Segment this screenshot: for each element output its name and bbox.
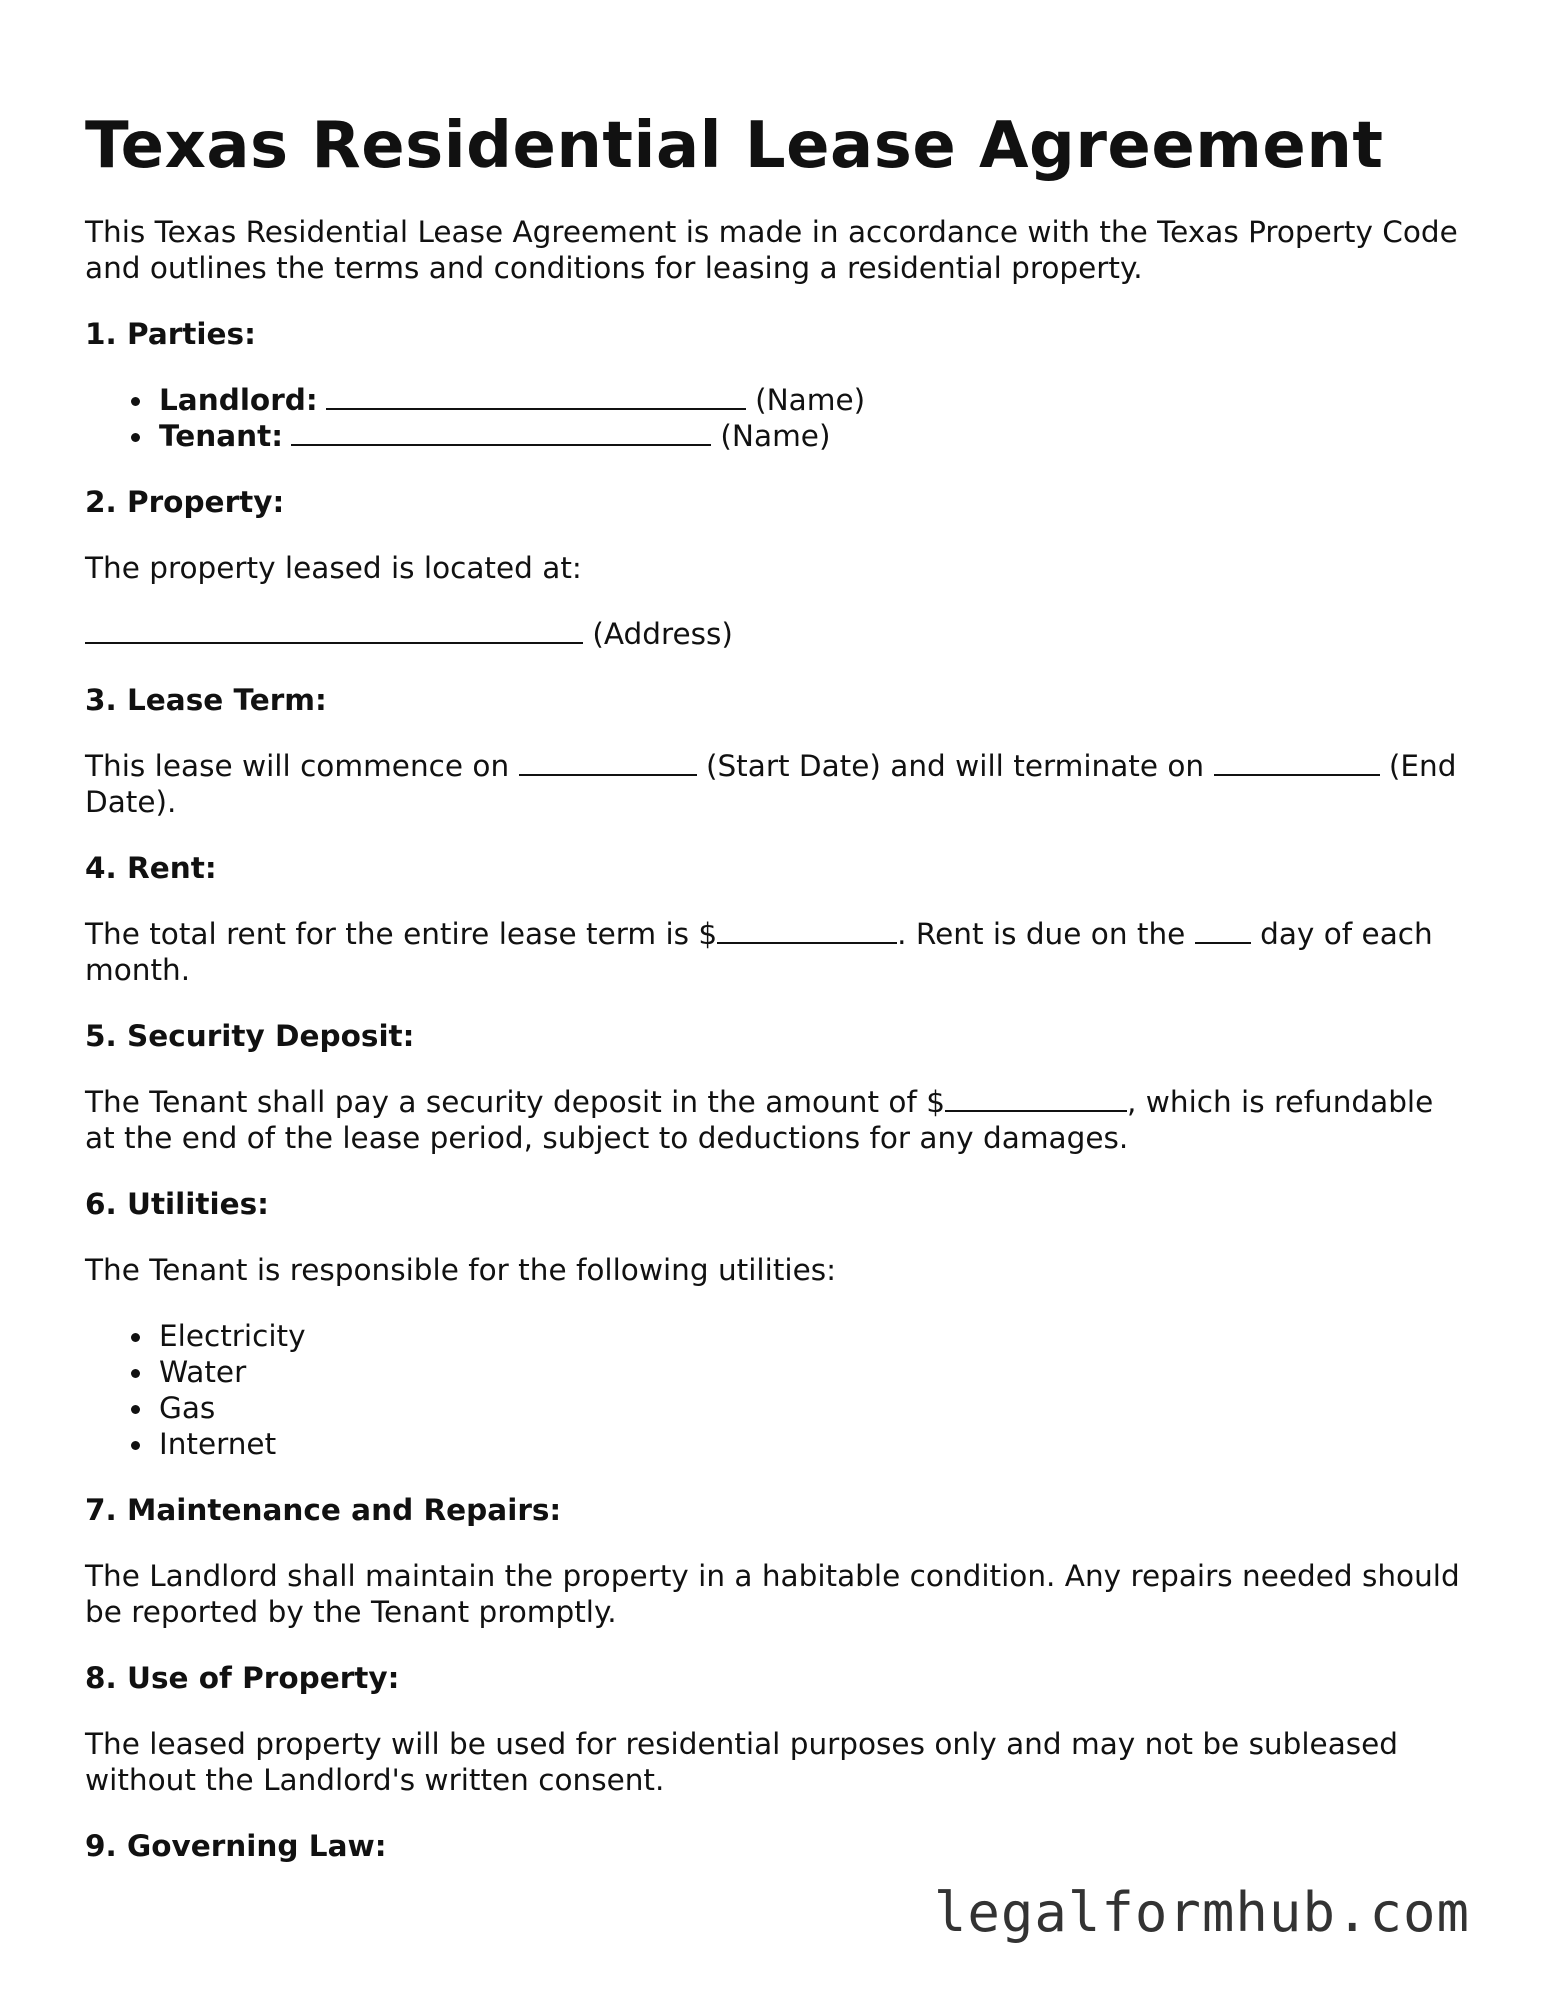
section-heading-governing-law: 9. Governing Law:: [85, 1829, 387, 1863]
section-heading-parties: 1. Parties:: [85, 317, 256, 351]
rent-due-day-blank[interactable]: [1195, 918, 1251, 944]
security-deposit-text-2: , which is refundable at the end of the lease period, subject to deductions for any damages.: [85, 1085, 1434, 1155]
lease-term-text-3: (End Date).: [85, 749, 1457, 819]
section-heading-maintenance: 7. Maintenance and Repairs:: [85, 1493, 562, 1527]
rent-text-3: day of each month.: [85, 917, 1433, 987]
rent-text-2: . Rent is due on the: [897, 917, 1186, 951]
rent-amount-blank[interactable]: [717, 918, 897, 944]
list-item: Gas: [159, 1390, 1460, 1426]
rent-text: [85, 916, 1460, 988]
maintenance-text: The Landlord shall maintain the property in a habitable condition. Any repairs needed should be reported by the Tenant promptly.: [85, 1559, 1460, 1629]
list-item-landlord: [159, 382, 1460, 418]
property-address-line: [85, 616, 1460, 652]
tenant-name-blank[interactable]: [291, 420, 711, 446]
end-date-blank[interactable]: [1214, 750, 1380, 776]
document-page: [85, 100, 1460, 1864]
parties-list: [85, 382, 1460, 454]
lease-term-text-2: (Start Date) and will terminate on: [705, 749, 1205, 783]
section-heading-utilities: 6. Utilities:: [85, 1187, 269, 1221]
intro-paragraph: This Texas Residential Lease Agreement is made in accordance with the Texas Property Code and outlines the terms and conditions for leasing a residential property.: [85, 215, 1458, 285]
tenant-hint: (Name): [720, 419, 831, 453]
start-date-blank[interactable]: [519, 750, 697, 776]
section-heading-lease-term: 3. Lease Term:: [85, 683, 327, 717]
section-heading-use-of-property: 8. Use of Property:: [85, 1661, 400, 1695]
security-deposit-text: [85, 1084, 1460, 1156]
section-heading-security-deposit: 5. Security Deposit:: [85, 1019, 415, 1053]
list-item: Water: [159, 1354, 1460, 1390]
list-item-tenant: [159, 418, 1460, 454]
landlord-label: Landlord:: [159, 383, 318, 417]
landlord-hint: (Name): [755, 383, 866, 417]
watermark: legalformhub.com: [933, 1881, 1470, 1944]
property-text: The property leased is located at:: [85, 551, 582, 585]
rent-text-1: The total rent for the entire lease term is $: [85, 917, 718, 951]
address-hint: (Address): [592, 617, 733, 651]
section-heading-property: 2. Property:: [85, 485, 285, 519]
tenant-label: Tenant:: [159, 419, 284, 453]
landlord-name-blank[interactable]: [326, 384, 746, 410]
security-deposit-text-1: The Tenant shall pay a security deposit in the amount of $: [85, 1085, 945, 1119]
lease-term-text: [85, 748, 1460, 820]
deposit-amount-blank[interactable]: [945, 1086, 1127, 1112]
address-blank[interactable]: [85, 618, 583, 644]
utilities-list: [85, 1318, 1460, 1462]
section-heading-rent: 4. Rent:: [85, 851, 217, 885]
use-of-property-text: The leased property will be used for residential purposes only and may not be subleased without the Landlord's written consent.: [85, 1727, 1399, 1797]
lease-term-text-1: This lease will commence on: [85, 749, 510, 783]
list-item: Internet: [159, 1426, 1460, 1462]
utilities-text: The Tenant is responsible for the following utilities:: [85, 1253, 837, 1287]
document-title: Texas Residential Lease Agreement: [85, 109, 1384, 183]
list-item: Electricity: [159, 1318, 1460, 1354]
